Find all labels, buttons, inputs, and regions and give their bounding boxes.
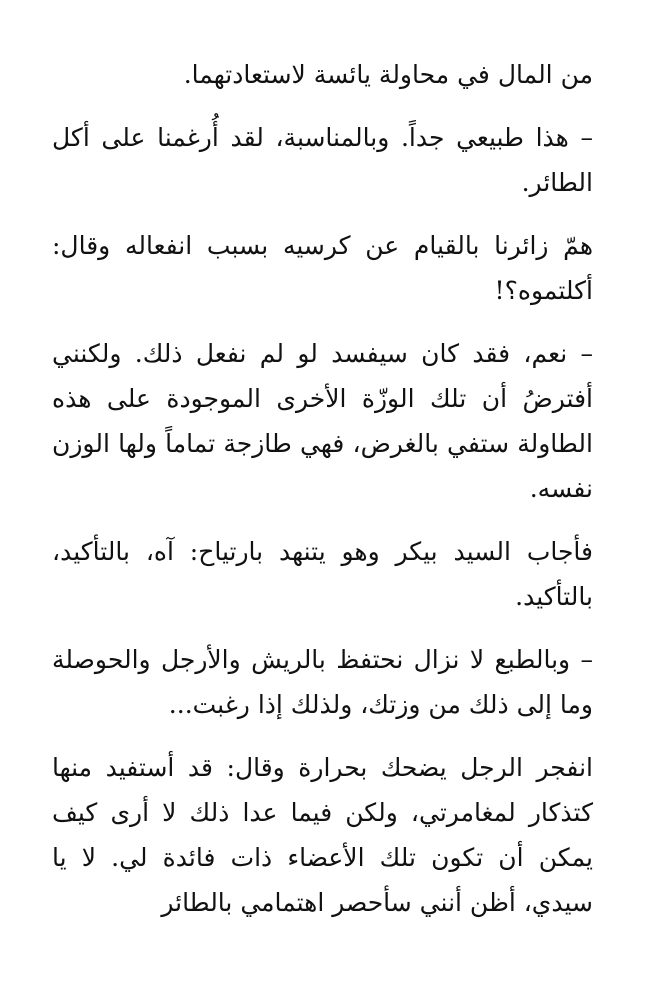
paragraph-7: انفجر الرجل يضحك بحرارة وقال: قد أستفيد منها كتذكار لمغامرتي، ولكن فيما عدا ذلك لا أرى كيف يمكن أن تكون تلك الأعضاء ذات فائدة لي. لا يا سيدي، أظن أنني سأحصر اهتمامي بالطائر (52, 753, 593, 917)
paragraph-3: همّ زائرنا بالقيام عن كرسيه بسبب انفعاله وقال: أكلتموه؟! (52, 231, 593, 305)
paragraph-2: – هذا طبيعي جداً. وبالمناسبة، لقد أُرغمنا على أكل الطائر. (52, 123, 593, 197)
paragraph-6: – وبالطبع لا نزال نحتفظ بالريش والأرجل والحوصلة وما إلى ذلك من وزتك، ولذلك إذا رغبت... (52, 645, 593, 719)
paragraph-1: من المال في محاولة يائسة لاستعادتهما. (183, 60, 593, 89)
paragraph-4: – نعم، فقد كان سيفسد لو لم نفعل ذلك. ولكنني أفترضُ أن تلك الوزّة الأخرى الموجودة على هذه الطاولة ستفي بالغرض، فهي طازجة تماماً ولها الوزن نفسه. (52, 339, 593, 503)
paragraph-5: فأجاب السيد بيكر وهو يتنهد بارتياح: آه، بالتأكيد، بالتأكيد. (52, 537, 593, 611)
